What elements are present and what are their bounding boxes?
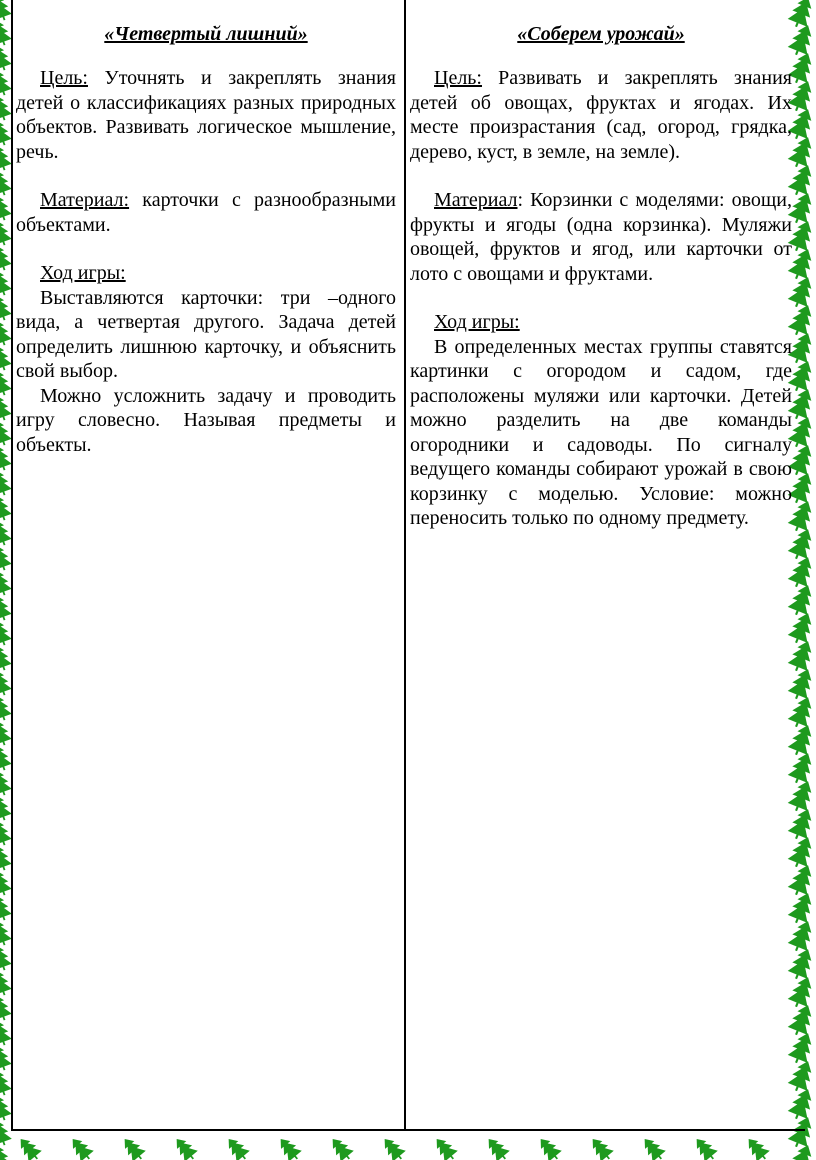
fir-tree-icon (378, 1134, 409, 1160)
fir-tree-icon (14, 1134, 45, 1160)
fir-tree-icon (274, 1134, 305, 1160)
left-material-text: карточки с разнообразными объектами. (16, 189, 396, 236)
left-game-column (16, 0, 396, 457)
left-goal-label: Цель: (40, 67, 88, 89)
right-goal-label: Цель: (434, 67, 482, 89)
left-goal-text: Уточнять и закреплять знания детей о классификациях разных природных объектов. Развивать логическое мышление, речь. (16, 67, 396, 163)
fir-tree-icon (586, 1134, 617, 1160)
right-course-label: Ход игры: (434, 311, 520, 333)
fir-tree-icon (430, 1134, 461, 1160)
left-course-p1: Выставляются карточки: три –одного вида, а четвертая другого. Задача детей определить лишнюю карточку, и объяснить свой выбор. (16, 286, 396, 382)
fir-tree-icon (170, 1134, 201, 1160)
fir-tree-icon (534, 1134, 565, 1160)
right-course-p1: В определенных местах группы ставятся картинки с огородом и садом, где расположены муляжи или карточки. Детей можно разделить на две команды огородники и садоводы. По сигналу ведущего команды собирают урожай в свою корзинку с моделью. Условие: можно переносить только по одному предмету. (410, 335, 792, 529)
left-goal (16, 66, 396, 164)
bottom-tree-border (0, 1134, 816, 1160)
right-material (410, 188, 792, 286)
fir-tree-icon (482, 1134, 513, 1160)
fir-tree-icon (690, 1134, 721, 1160)
fir-tree-icon (118, 1134, 149, 1160)
fir-tree-icon (222, 1134, 253, 1160)
fir-tree-icon (326, 1134, 357, 1160)
right-game-column (410, 0, 792, 531)
right-material-text: : Корзинки с моделями: овощи, фрукты и ягоды (одна корзинка). Муляжи овощей, фруктов и ягод, или карточки от лото с овощами и фруктами. (410, 189, 792, 285)
fir-tree-icon (638, 1134, 669, 1160)
column-divider (404, 0, 406, 1131)
right-course-heading (410, 310, 792, 335)
left-course-p2: Можно усложнить задачу и проводить игру словесно. Называя предметы и объекты. (16, 384, 396, 456)
fir-tree-icon (742, 1134, 773, 1160)
right-game-title: «Соберем урожай» (517, 23, 685, 45)
left-material-label: Материал: (40, 189, 130, 211)
left-material (16, 188, 396, 237)
left-game-title: «Четвертый лишний» (104, 23, 308, 45)
fir-tree-icon (66, 1134, 97, 1160)
right-goal-text: Развивать и закреплять знания детей об овощах, фруктах и ягодах. Их месте произрастания (сад, огород, грядка, дерево, куст, в земле, на земле). (410, 67, 792, 163)
left-course-label: Ход игры: (40, 262, 126, 284)
left-course-heading (16, 261, 396, 286)
right-goal (410, 66, 792, 164)
right-material-label: Материал (434, 189, 518, 211)
